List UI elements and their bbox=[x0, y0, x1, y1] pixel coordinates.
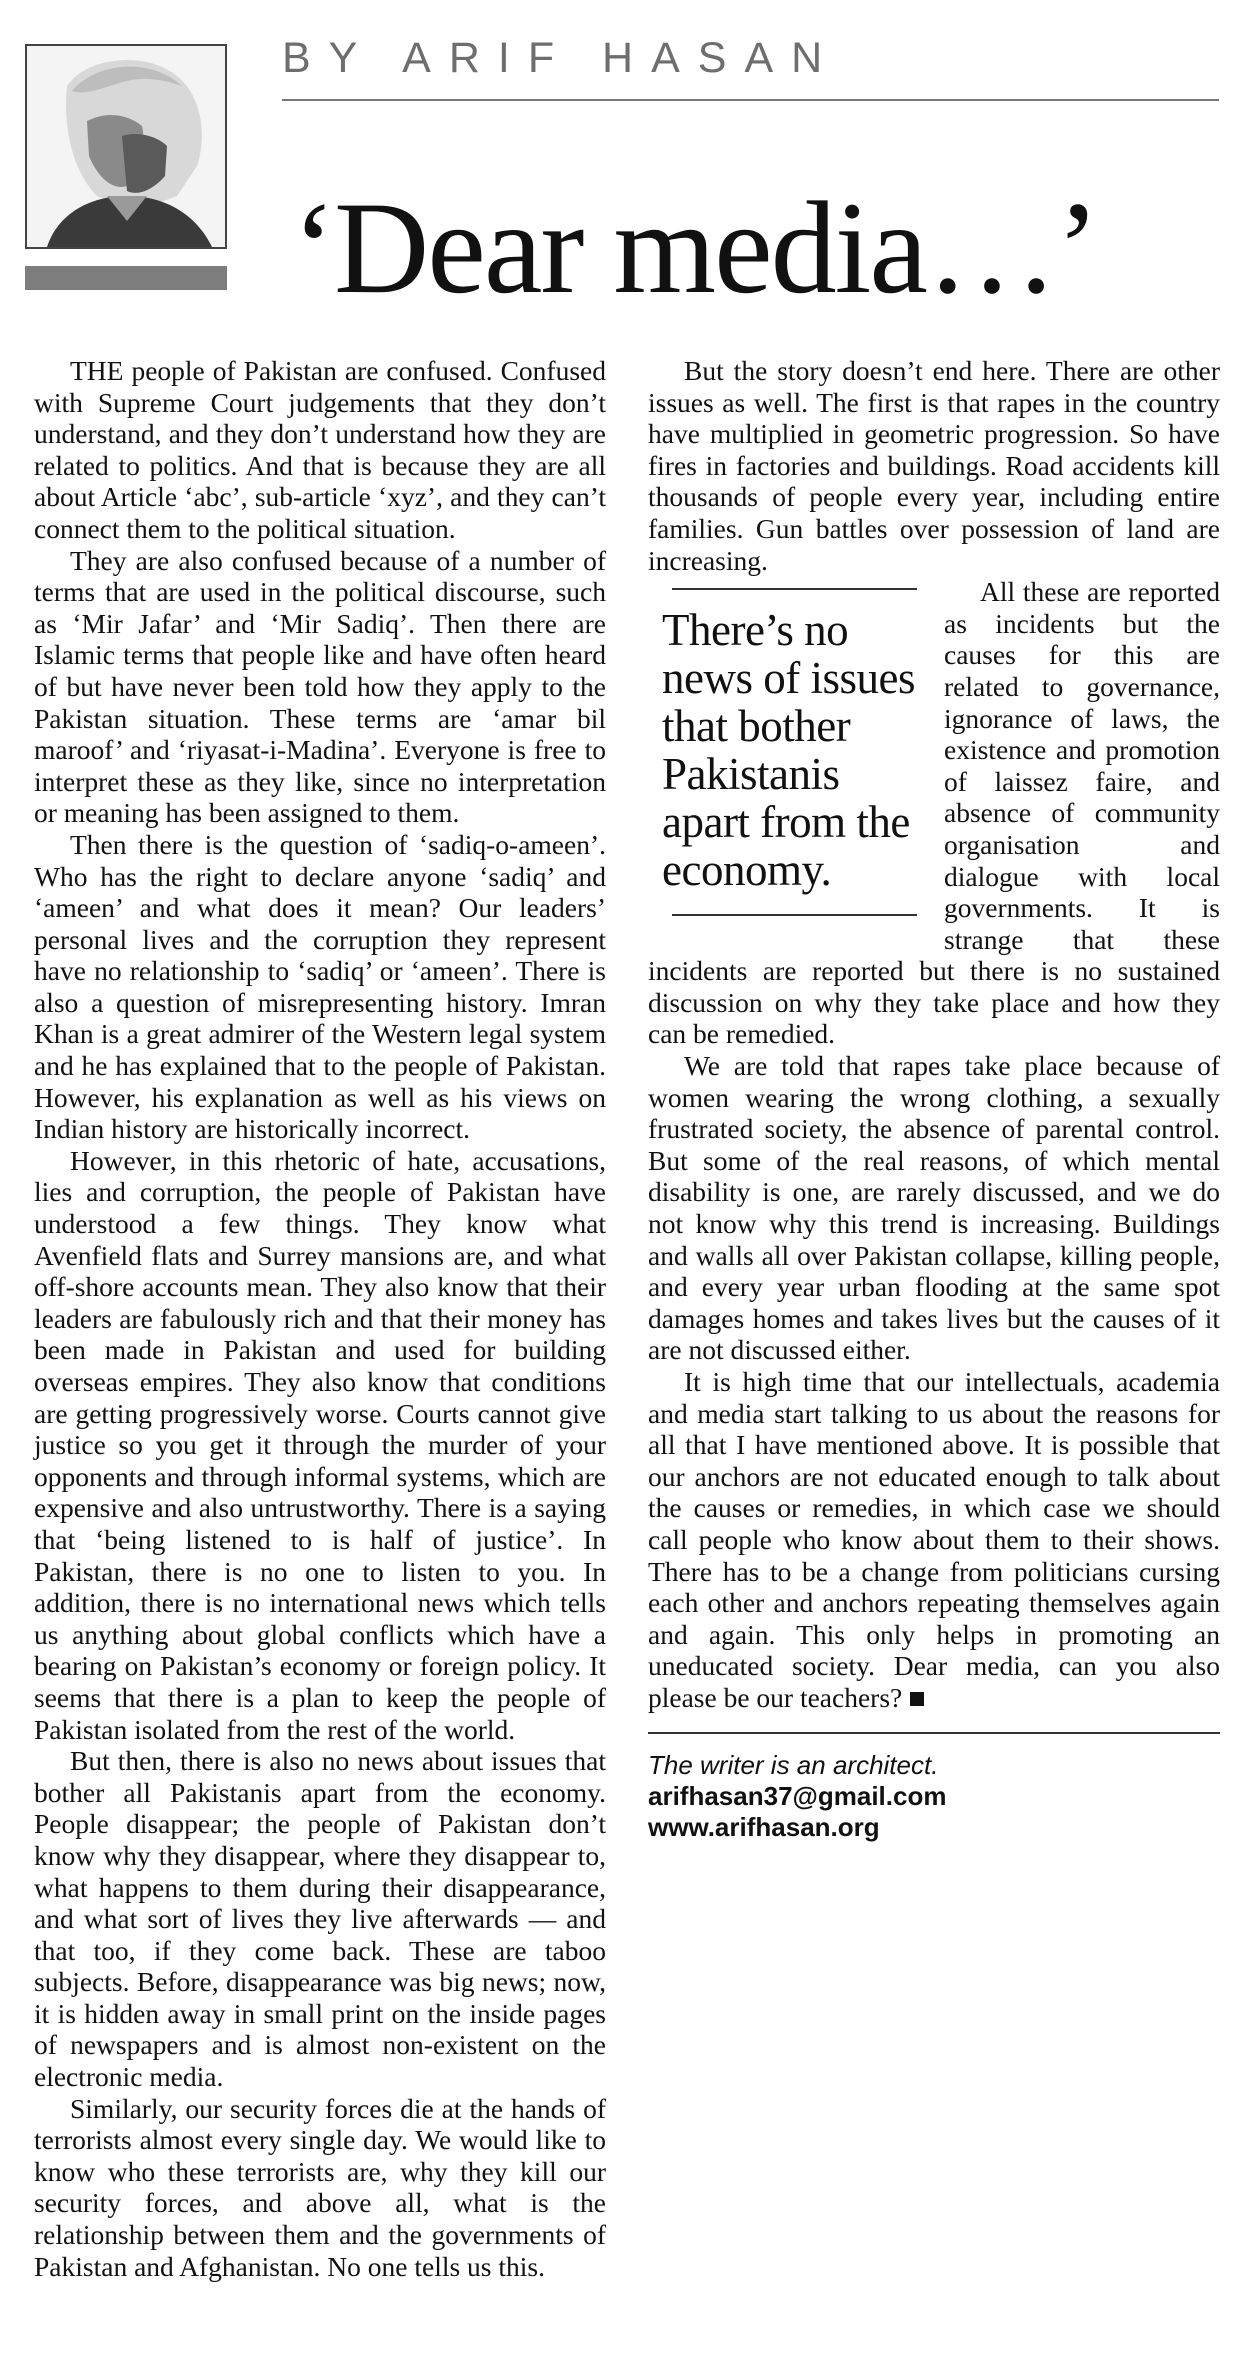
author-credit bbox=[648, 1732, 1220, 1843]
paragraph: Then there is the question of ‘sadiq-o-ameen’. Who has the right to declare anyone ‘sadiq’ and ‘ameen’ and what does it mean? Our leaders’ personal lives and the corruption they represent have no relationship to ‘sadiq’ or ‘ameen’. There is also a question of misrepresenting history. Imran Khan is a great admirer of the Western legal system and he has explained that to the people of Pakistan. However, his explanation as well as his views on Indian history are historically incorrect. bbox=[34, 828, 606, 1145]
paragraph: But the story doesn’t end here. There are other issues as well. The first is that rapes in the country have multiplied in geometric progression. So have fires in factories and buildings. Road accidents kill thousands of people every year, including entire families. Gun battles over possession of land are increasing. bbox=[648, 355, 1220, 576]
article-body bbox=[34, 355, 1220, 2345]
byline: BY ARIF HASAN bbox=[282, 34, 841, 82]
author-email: arifhasan37@gmail.com bbox=[648, 1780, 947, 1811]
author-website: www.arifhasan.org bbox=[648, 1811, 880, 1842]
paragraph: However, in this rhetoric of hate, accusations, lies and corruption, the people of Pakistan have understood a few things. They know what Avenfield flats and Surrey mansions are, and what off-shore accounts mean. They also know that their leaders are fabulously rich and that their money has been made in Pakistan and used for building overseas empires. They also know that conditions are getting progressively worse. Courts cannot give justice so you get it through the murder of your opponents and through informal systems, which are expensive and also untrustworthy. There is a saying that ‘being listened to is half of justice’. In Pakistan, there is no one to listen to you. In addition, there is no international news which tells us anything about global conflicts which have a bearing on Pakistan’s economy or foreign policy. It seems that there is a plan to keep the people of Pakistan isolated from the rest of the world. bbox=[34, 1144, 606, 1745]
pull-quote-top-rule bbox=[672, 588, 917, 590]
pull-quote-bottom-rule bbox=[672, 914, 917, 916]
byline-divider bbox=[282, 99, 1219, 101]
pull-quote-text: There’s no news of issues that bother Pakistanis apart from the economy. bbox=[662, 605, 915, 896]
headline: ‘Dear media…’ bbox=[292, 174, 1098, 321]
paragraph: All these are reported as incidents but the causes for this are related to governance, ignorance of laws, the existence and promotion of laissez faire, and absence of community organisation and dialogue with local governments. It is strange that these incidents are reported but there is no sustained discussion on why they take place and how they can be remedied. bbox=[648, 576, 1220, 1050]
end-mark-icon bbox=[910, 1692, 924, 1706]
portrait-accent-bar bbox=[25, 266, 227, 290]
pull-quote bbox=[662, 588, 922, 916]
paragraph: But then, there is also no news about issues that bother all Pakistanis apart from the economy. People disappear; the people of Pakistan don’t know why they disappear, where they disappear to, what happens to them during their disappearance, and what sort of lives they live afterwards — and that too, if they come back. These are taboo subjects. Before, disappearance was big news; now, it is hidden away in small print on the inside pages of newspapers and is almost non-existent on the electronic media. bbox=[34, 1745, 606, 2093]
author-photo bbox=[27, 46, 225, 247]
paragraph: THE people of Pakistan are confused. Confused with Supreme Court judgements that they don’t understand, and they don’t understand how they are related to politics. And that is because they are all about Article ‘abc’, sub-article ‘xyz’, and they can’t connect them to the political situation. bbox=[34, 355, 606, 544]
paragraph-final-text: It is high time that our intellectuals, academia and media start talking to us about the reasons for all that I have mentioned above. It is possible that our anchors are not educated enough to talk about the causes or remedies, in which case we should call people who know about them to their shows. There has to be a change from politicians cursing each other and anchors repeating themselves again and again. This only helps in promoting an uneducated society. Dear media, can you also please be our teachers? bbox=[648, 1366, 1220, 1713]
author-portrait bbox=[25, 44, 227, 249]
paragraph: Similarly, our security forces die at the hands of terrorists almost every single day. We would like to know who these terrorists are, why they kill our security forces, and above all, what is the relationship between them and the governments of Pakistan and Afghanistan. No one tells us this. bbox=[34, 2092, 606, 2282]
paragraph: They are also confused because of a number of terms that are used in the political discourse, such as ‘Mir Jafar’ and ‘Mir Sadiq’. Then there are Islamic terms that people like and have often heard of but have never been told how they apply to the Pakistan situation. These terms are ‘amar bil maroof’ and ‘riyasat-i-Madina’. Everyone is free to interpret these as they like, since no interpretation or meaning has been assigned to them. bbox=[34, 544, 606, 829]
paragraph-final bbox=[648, 1366, 1220, 1714]
paragraph: We are told that rapes take place because of women wearing the wrong clothing, a sexually frustrated society, the absence of parental control. But some of the real reasons, of which mental disability is one, are rarely discussed, and we do not know why this trend is increasing. Buildings and walls all over Pakistan collapse, killing people, and every year urban flooding at the same spot damages homes and takes lives but the causes of it are not discussed either. bbox=[648, 1050, 1220, 1366]
author-role: The writer is an architect. bbox=[648, 1749, 939, 1780]
